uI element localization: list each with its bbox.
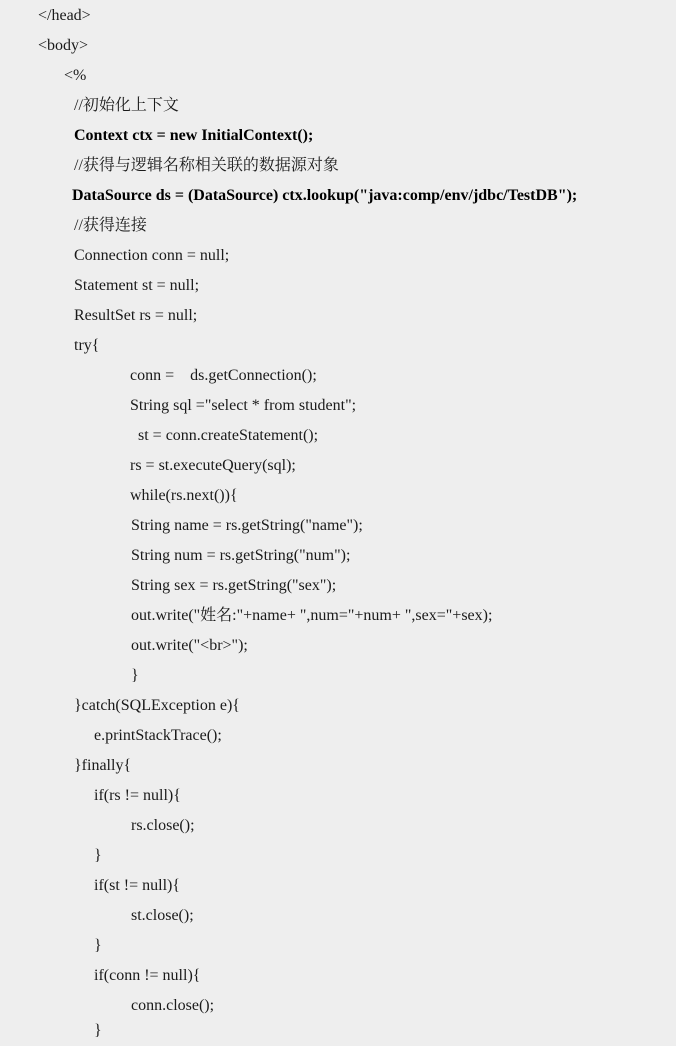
- code-line: }: [94, 847, 102, 864]
- code-line-bold: DataSource ds = (DataSource) ctx.lookup("java:comp/env/jdbc/TestDB");: [72, 187, 578, 204]
- code-line: }finally{: [74, 757, 132, 774]
- code-line-bold: Context ctx = new InitialContext();: [74, 127, 314, 144]
- code-comment: //获得连接: [74, 217, 147, 234]
- code-line: }: [131, 667, 139, 684]
- code-line: if(conn != null){: [94, 967, 201, 984]
- code-line: st = conn.createStatement();: [138, 427, 319, 444]
- code-line: <body>: [38, 37, 89, 54]
- code-line: String name = rs.getString("name");: [131, 517, 363, 534]
- code-line: }: [94, 937, 102, 954]
- code-line: Connection conn = null;: [74, 247, 230, 264]
- code-line: </head>: [38, 7, 91, 24]
- code-line: if(rs != null){: [94, 787, 181, 804]
- code-line: if(st != null){: [94, 877, 181, 894]
- code-line: String sql ="select * from student";: [130, 397, 357, 414]
- code-line: String sex = rs.getString("sex");: [131, 577, 337, 594]
- code-line: while(rs.next()){: [130, 487, 238, 504]
- code-comment: //获得与逻辑名称相关联的数据源对象: [74, 157, 339, 174]
- code-line: rs.close();: [131, 817, 195, 834]
- code-line: Statement st = null;: [74, 277, 200, 294]
- code-line: e.printStackTrace();: [94, 727, 222, 744]
- code-line: rs = st.executeQuery(sql);: [130, 457, 296, 474]
- code-line: conn = ds.getConnection();: [130, 367, 317, 384]
- code-line: out.write("姓名:"+name+ ",num="+num+ ",sex="+sex);: [131, 607, 493, 624]
- code-line: String num = rs.getString("num");: [131, 547, 351, 564]
- code-line: <%: [64, 67, 87, 84]
- code-line: try{: [74, 337, 100, 354]
- code-comment: //初始化上下文: [74, 97, 179, 114]
- code-line: conn.close();: [131, 997, 215, 1014]
- code-line: st.close();: [131, 907, 194, 924]
- code-line: ResultSet rs = null;: [74, 307, 198, 324]
- code-line: }: [94, 1022, 102, 1039]
- code-line: out.write("<br>");: [131, 637, 248, 654]
- code-line: }catch(SQLException e){: [74, 697, 240, 714]
